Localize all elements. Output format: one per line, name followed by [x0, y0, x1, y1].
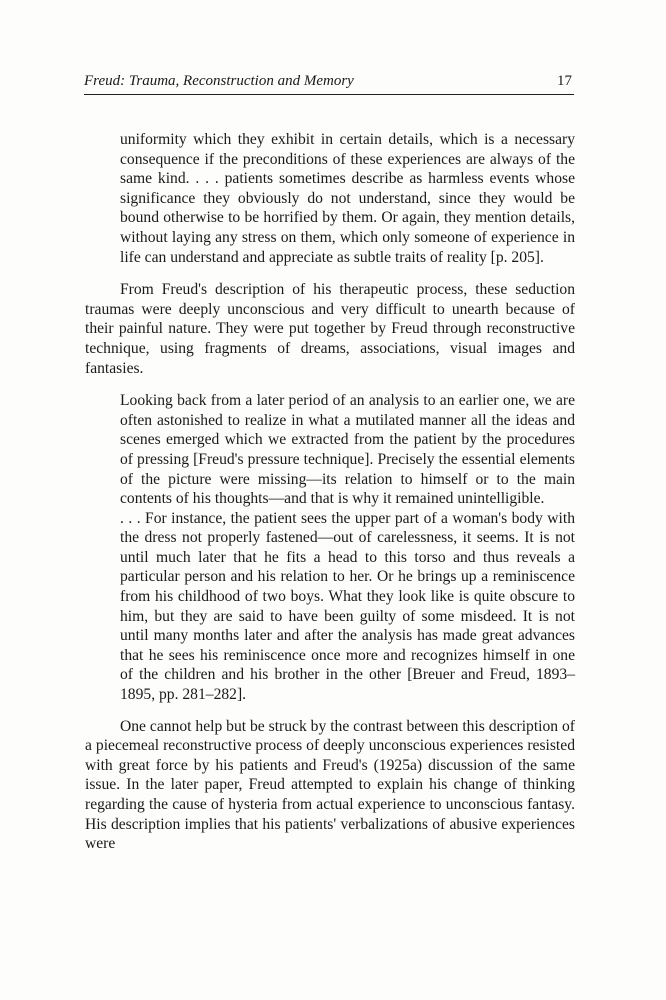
- block-quote-breuer-freud-continued: . . . For instance, the patient sees the upper part of a woman's body with the dress not properly fastened—out of carelessness, it seems. It is not until much later that he fits a head to this torso and thus reveals a particular person and his relation to her. Or he brings up a reminiscence from his childhood of two boys. What they look like is quite obscure to him, but they are said to have been guilty of some misdeed. It is not until many months later and after the analysis has made great advances that he sees his reminiscence once more and recognizes himself in one of the children and his brother in the other [Breuer and Freud, 1893–1895, pp. 281–282].: [120, 509, 575, 704]
- page-number: 17: [557, 73, 572, 89]
- paragraph-reconstruction: From Freud's description of his therapeutic process, these seduction traumas were deeply unconscious and very difficult to unearth because of their painful nature. They were put together by Freud through reconstructive technique, using fragments of dreams, associations, visual images and fantasies.: [85, 281, 575, 377]
- body-text: [85, 130, 575, 854]
- running-title: Freud: Trauma, Reconstruction and Memory: [84, 73, 354, 89]
- block-quote-breuer-freud: Looking back from a later period of an analysis to an earlier one, we are often astonished to realize in what a mutilated manner all the ideas and scenes emerged which we extracted from the patient by the procedures of pressing [Freud's pressure technique]. Precisely the essential elements of the picture were missing—its relation to himself or to the main contents of his thoughts—and that is why it remained unintelligible.: [120, 392, 575, 508]
- block-quote-continued: uniformity which they exhibit in certain details, which is a necessary consequence if the preconditions of these experiences are always of the same kind. . . . patients sometimes describe as harmless events whose significance they obviously do not understand, since they would be bound otherwise to be horrified by them. Or again, they mention details, without laying any stress on them, which only someone of experience in life can understand and appreciate as subtle traits of reality [p. 205].: [120, 131, 575, 266]
- paragraph-contrast: One cannot help but be struck by the contrast between this description of a piecemeal reconstructive process of deeply unconscious experiences resisted with great force by his patients and Freud's (1925a) discussion of the same issue. In the later paper, Freud attempted to explain his change of thinking regarding the cause of hysteria from actual experience to unconscious fantasy. His description implies that his patients' verbalizations of abusive experiences were: [85, 717, 575, 853]
- running-header: [84, 72, 574, 95]
